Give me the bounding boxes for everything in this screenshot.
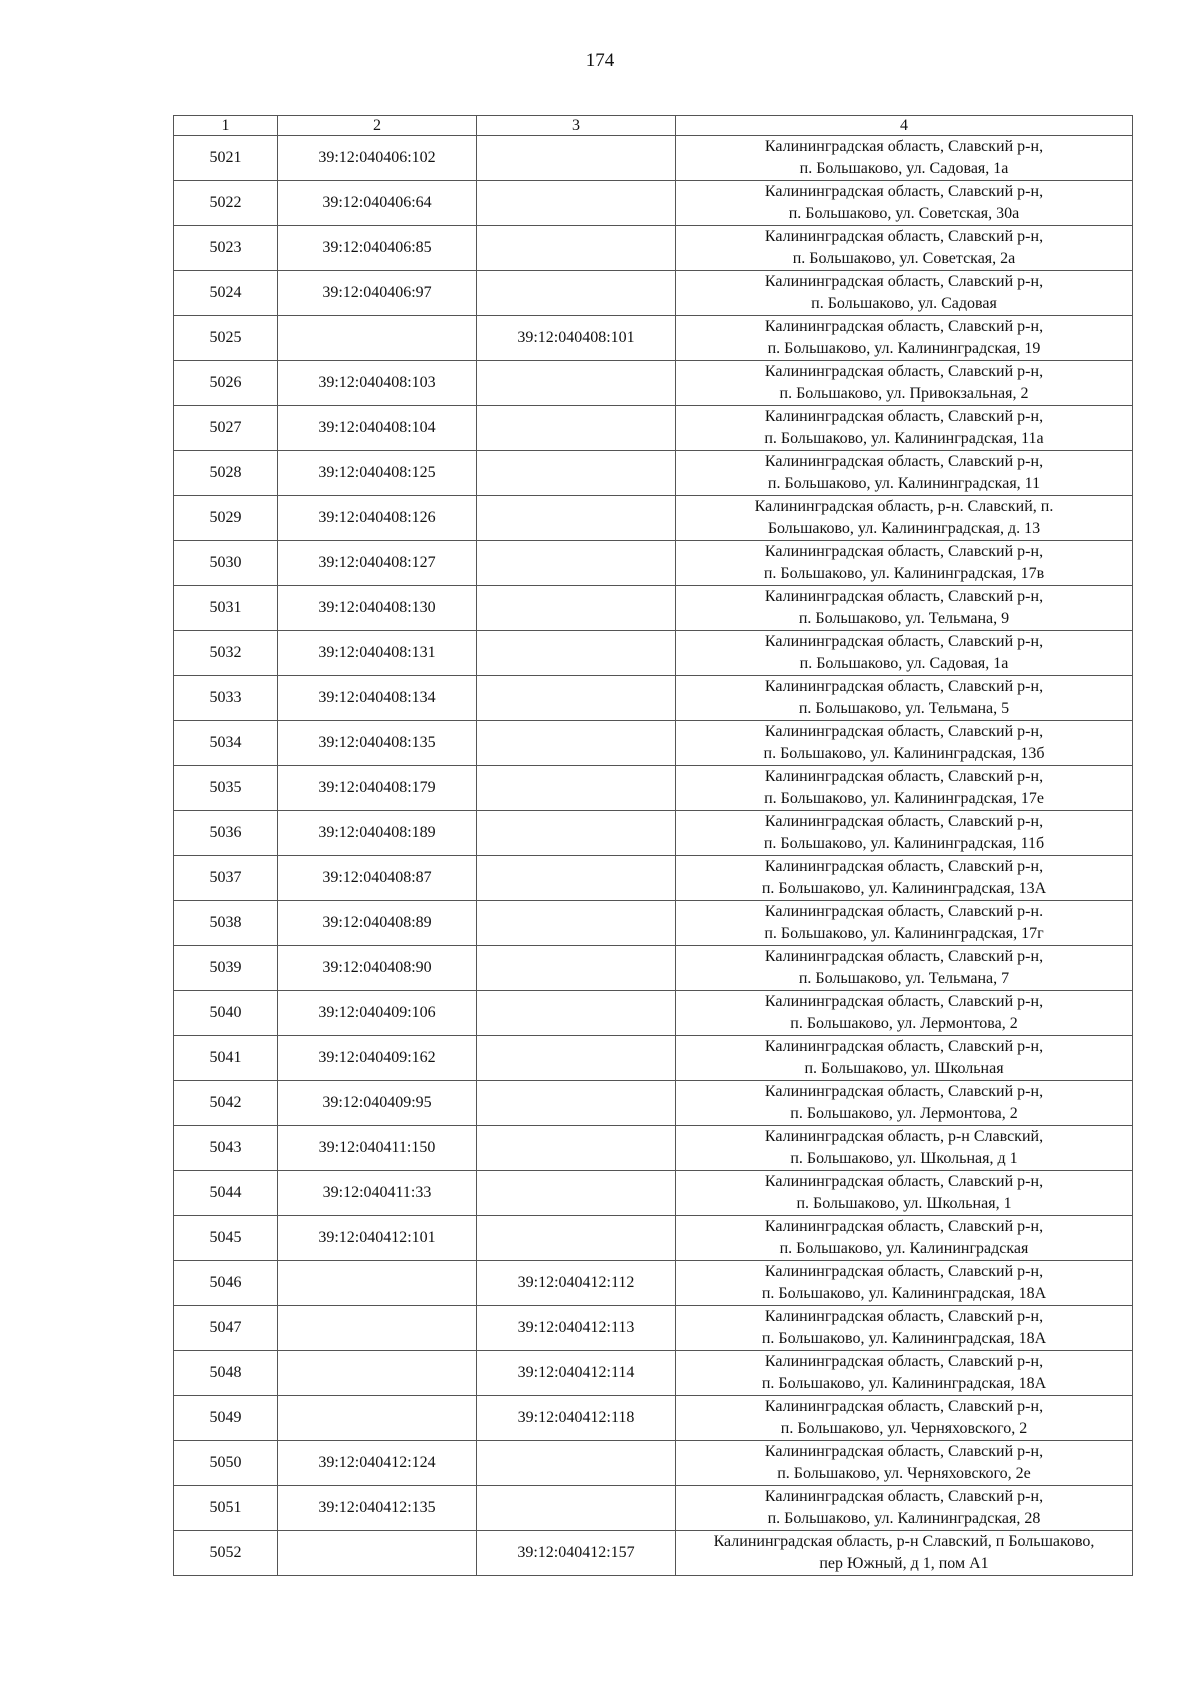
address-line: Калининградская область, Славский р-н,	[764, 183, 1044, 200]
address-line: п. Большаково, ул. Советская, 30а	[788, 205, 1020, 222]
cadastral-number-alt-cell	[477, 946, 676, 991]
cadastral-number-alt-cell	[477, 586, 676, 631]
address-line: п. Большаково, ул. Садовая, 1а	[799, 655, 1009, 672]
cadastral-number-alt-cell	[477, 676, 676, 721]
address-cell	[676, 406, 1133, 451]
cadastral-number-alt-cell	[477, 856, 676, 901]
cadastral-number-alt-cell	[477, 271, 676, 316]
table-row	[174, 1531, 1133, 1576]
address-line: Калининградская область, Славский р-н,	[764, 1218, 1044, 1235]
address-line: Калининградская область, Славский р-н,	[764, 678, 1044, 695]
cadastral-number-alt-cell	[477, 181, 676, 226]
table-row	[174, 856, 1133, 901]
address-line: п. Большаково, ул. Тельмана, 9	[798, 610, 1010, 627]
cadastral-number-cell: 39:12:040408:189	[278, 811, 477, 856]
address-cell	[676, 226, 1133, 271]
address-cell	[676, 946, 1133, 991]
address-line: Калининградская область, Славский р-н,	[764, 588, 1044, 605]
table-row	[174, 1081, 1133, 1126]
address-line: п. Большаково, ул. Калининградская, 18А	[761, 1375, 1047, 1392]
table-row	[174, 1171, 1133, 1216]
address-line: Калининградская область, Славский р-н,	[764, 1083, 1044, 1100]
cadastral-number-alt-cell	[477, 1486, 676, 1531]
address-line: Калининградская область, Славский р-н,	[764, 1353, 1044, 1370]
address-line: п. Большаково, ул. Школьная, 1	[796, 1195, 1012, 1212]
row-number-cell: 5047	[174, 1306, 278, 1351]
address-cell	[676, 1486, 1133, 1531]
address-line: п. Большаково, ул. Черняховского, 2е	[777, 1465, 1031, 1482]
cadastral-number-cell: 39:12:040408:130	[278, 586, 477, 631]
cadastral-number-alt-cell	[477, 1216, 676, 1261]
cadastral-number-alt-cell	[477, 226, 676, 271]
address-line: Калининградская область, Славский р-н,	[764, 1038, 1044, 1055]
address-cell	[676, 811, 1133, 856]
address-line: Калининградская область, Славский р-н,	[764, 273, 1044, 290]
table-row	[174, 631, 1133, 676]
address-cell	[676, 766, 1133, 811]
address-line: Калининградская область, Славский р-н,	[764, 543, 1044, 560]
row-number-cell: 5029	[174, 496, 278, 541]
row-number-cell: 5033	[174, 676, 278, 721]
address-line: Калининградская область, Славский р-н.	[764, 903, 1044, 920]
row-number-cell: 5045	[174, 1216, 278, 1261]
cadastral-number-cell	[278, 1396, 477, 1441]
address-line: Калининградская область, Славский р-н,	[764, 138, 1044, 155]
row-number-cell: 5036	[174, 811, 278, 856]
cadastral-number-alt-cell: 39:12:040412:118	[477, 1396, 676, 1441]
row-number-cell: 5026	[174, 361, 278, 406]
column-header-2: 2	[278, 116, 477, 136]
cadastral-number-alt-cell	[477, 1171, 676, 1216]
address-line: п. Большаково, ул. Черняховского, 2	[780, 1420, 1028, 1437]
cadastral-number-cell: 39:12:040408:90	[278, 946, 477, 991]
cadastral-number-alt-cell	[477, 631, 676, 676]
address-line: Большаково, ул. Калининградская, д. 13	[767, 520, 1041, 537]
address-cell	[676, 496, 1133, 541]
cadastral-number-cell: 39:12:040408:134	[278, 676, 477, 721]
row-number-cell: 5021	[174, 136, 278, 181]
address-line: п. Большаково, ул. Калининградская, 13б	[763, 745, 1045, 762]
column-header-3: 3	[477, 116, 676, 136]
cadastral-number-alt-cell	[477, 1036, 676, 1081]
address-line: Калининградская область, Славский р-н,	[764, 633, 1044, 650]
address-cell	[676, 1306, 1133, 1351]
address-line: пер Южный, д 1, пом А1	[819, 1555, 989, 1572]
address-line: Калининградская область, Славский р-н,	[764, 408, 1044, 425]
column-header-1: 1	[174, 116, 278, 136]
address-line: Калининградская область, Славский р-н,	[764, 723, 1044, 740]
address-line: Калининградская область, Славский р-н,	[764, 1308, 1044, 1325]
table-row	[174, 1396, 1133, 1441]
address-line: п. Большаково, ул. Калининградская, 11а	[764, 430, 1044, 447]
table-row	[174, 181, 1133, 226]
address-cell	[676, 676, 1133, 721]
cadastral-number-alt-cell	[477, 1441, 676, 1486]
table-row	[174, 451, 1133, 496]
table-row	[174, 496, 1133, 541]
table-row	[174, 406, 1133, 451]
cadastral-number-cell: 39:12:040408:87	[278, 856, 477, 901]
cadastral-number-cell: 39:12:040408:126	[278, 496, 477, 541]
address-line: п. Большаково, ул. Калининградская, 11б	[763, 835, 1045, 852]
cadastral-number-alt-cell	[477, 496, 676, 541]
address-line: п. Большаково, ул. Тельмана, 7	[798, 970, 1010, 987]
address-cell	[676, 361, 1133, 406]
row-number-cell: 5052	[174, 1531, 278, 1576]
cadastral-number-cell: 39:12:040408:135	[278, 721, 477, 766]
row-number-cell: 5050	[174, 1441, 278, 1486]
cadastral-table	[173, 115, 1133, 1576]
address-line: п. Большаково, ул. Калининградская, 19	[767, 340, 1041, 357]
cadastral-number-alt-cell: 39:12:040412:114	[477, 1351, 676, 1396]
address-line: Калининградская область, р-н Славский, п Большаково,	[713, 1533, 1095, 1550]
address-line: п. Большаково, ул. Калининградская, 17в	[763, 565, 1045, 582]
cadastral-number-cell: 39:12:040408:103	[278, 361, 477, 406]
cadastral-number-alt-cell	[477, 811, 676, 856]
address-line: Калининградская область, р-н Славский,	[764, 1128, 1044, 1145]
table-row	[174, 1306, 1133, 1351]
row-number-cell: 5038	[174, 901, 278, 946]
cadastral-number-cell: 39:12:040406:102	[278, 136, 477, 181]
column-header-4: 4	[676, 116, 1133, 136]
row-number-cell: 5028	[174, 451, 278, 496]
address-cell	[676, 1396, 1133, 1441]
address-cell	[676, 1351, 1133, 1396]
row-number-cell: 5035	[174, 766, 278, 811]
address-line: п. Большаково, ул. Советская, 2а	[792, 250, 1016, 267]
table-row	[174, 1351, 1133, 1396]
table-row	[174, 586, 1133, 631]
address-line: п. Большаково, ул. Калининградская, 17г	[764, 925, 1044, 942]
row-number-cell: 5041	[174, 1036, 278, 1081]
table-row	[174, 1126, 1133, 1171]
address-cell	[676, 1261, 1133, 1306]
address-cell	[676, 1081, 1133, 1126]
cadastral-number-cell: 39:12:040409:106	[278, 991, 477, 1036]
address-cell	[676, 541, 1133, 586]
address-line: п. Большаково, ул. Тельмана, 5	[798, 700, 1010, 717]
cadastral-number-alt-cell: 39:12:040408:101	[477, 316, 676, 361]
table-row	[174, 946, 1133, 991]
table-row	[174, 766, 1133, 811]
cadastral-number-cell: 39:12:040412:101	[278, 1216, 477, 1261]
address-line: п. Большаково, ул. Лермонтова, 2	[790, 1105, 1018, 1122]
address-line: Калининградская область, Славский р-н,	[764, 948, 1044, 965]
address-line: п. Большаково, ул. Лермонтова, 2	[790, 1015, 1018, 1032]
table-row	[174, 226, 1133, 271]
table-row	[174, 1261, 1133, 1306]
cadastral-number-cell: 39:12:040411:150	[278, 1126, 477, 1171]
address-cell	[676, 271, 1133, 316]
address-cell	[676, 1126, 1133, 1171]
row-number-cell: 5034	[174, 721, 278, 766]
cadastral-number-alt-cell	[477, 451, 676, 496]
table-row	[174, 361, 1133, 406]
row-number-cell: 5039	[174, 946, 278, 991]
cadastral-number-alt-cell	[477, 136, 676, 181]
cadastral-number-cell	[278, 1306, 477, 1351]
table-row	[174, 1441, 1133, 1486]
address-line: п. Большаково, ул. Школьная, д 1	[790, 1150, 1018, 1167]
row-number-cell: 5051	[174, 1486, 278, 1531]
cadastral-number-cell: 39:12:040406:97	[278, 271, 477, 316]
cadastral-number-cell	[278, 1531, 477, 1576]
address-line: Калининградская область, Славский р-н,	[764, 768, 1044, 785]
address-line: Калининградская область, Славский р-н,	[764, 318, 1044, 335]
cadastral-number-cell: 39:12:040411:33	[278, 1171, 477, 1216]
cadastral-number-cell: 39:12:040406:64	[278, 181, 477, 226]
cadastral-number-cell: 39:12:040409:95	[278, 1081, 477, 1126]
row-number-cell: 5044	[174, 1171, 278, 1216]
address-line: Калининградская область, Славский р-н,	[764, 813, 1044, 830]
address-line: п. Большаково, ул. Привокзальная, 2	[779, 385, 1029, 402]
address-cell	[676, 856, 1133, 901]
row-number-cell: 5046	[174, 1261, 278, 1306]
row-number-cell: 5040	[174, 991, 278, 1036]
row-number-cell: 5022	[174, 181, 278, 226]
table-row	[174, 1036, 1133, 1081]
address-line: п. Большаково, ул. Садовая	[811, 295, 997, 312]
cadastral-number-cell	[278, 1261, 477, 1306]
address-cell	[676, 1441, 1133, 1486]
address-cell	[676, 721, 1133, 766]
address-line: п. Большаково, ул. Калининградская, 18А	[761, 1285, 1047, 1302]
cadastral-number-cell	[278, 316, 477, 361]
address-cell	[676, 181, 1133, 226]
table-row	[174, 316, 1133, 361]
cadastral-number-alt-cell	[477, 541, 676, 586]
row-number-cell: 5024	[174, 271, 278, 316]
cadastral-number-alt-cell	[477, 721, 676, 766]
address-line: Калининградская область, Славский р-н,	[764, 453, 1044, 470]
cadastral-number-alt-cell	[477, 406, 676, 451]
address-line: п. Большаково, ул. Калининградская, 28	[767, 1510, 1041, 1527]
cadastral-number-cell: 39:12:040408:125	[278, 451, 477, 496]
cadastral-number-alt-cell	[477, 766, 676, 811]
row-number-cell: 5049	[174, 1396, 278, 1441]
cadastral-number-alt-cell: 39:12:040412:157	[477, 1531, 676, 1576]
cadastral-number-cell: 39:12:040408:179	[278, 766, 477, 811]
address-line: Калининградская область, Славский р-н,	[764, 993, 1044, 1010]
address-line: Калининградская область, Славский р-н,	[764, 1443, 1044, 1460]
address-line: Калининградская область, Славский р-н,	[764, 858, 1044, 875]
table-row	[174, 1216, 1133, 1261]
cadastral-number-cell: 39:12:040408:131	[278, 631, 477, 676]
cadastral-number-cell: 39:12:040406:85	[278, 226, 477, 271]
row-number-cell: 5048	[174, 1351, 278, 1396]
table-row	[174, 1486, 1133, 1531]
address-line: Калининградская область, Славский р-н,	[764, 1173, 1044, 1190]
row-number-cell: 5037	[174, 856, 278, 901]
address-cell	[676, 631, 1133, 676]
cadastral-number-cell: 39:12:040408:89	[278, 901, 477, 946]
cadastral-number-alt-cell: 39:12:040412:112	[477, 1261, 676, 1306]
row-number-cell: 5042	[174, 1081, 278, 1126]
address-cell	[676, 316, 1133, 361]
cadastral-number-cell: 39:12:040408:104	[278, 406, 477, 451]
cadastral-number-cell: 39:12:040409:162	[278, 1036, 477, 1081]
address-line: Калининградская область, Славский р-н,	[764, 1488, 1044, 1505]
address-line: Калининградская область, Славский р-н,	[764, 363, 1044, 380]
row-number-cell: 5023	[174, 226, 278, 271]
address-line: Калининградская область, Славский р-н,	[764, 1263, 1044, 1280]
cadastral-number-alt-cell	[477, 361, 676, 406]
address-line: п. Большаково, ул. Школьная	[804, 1060, 1004, 1077]
address-cell	[676, 451, 1133, 496]
table-row	[174, 676, 1133, 721]
table-body	[174, 136, 1133, 1576]
cadastral-number-alt-cell: 39:12:040412:113	[477, 1306, 676, 1351]
table-row	[174, 811, 1133, 856]
address-line: п. Большаково, ул. Калининградская, 13А	[761, 880, 1047, 897]
address-line: п. Большаково, ул. Калининградская	[779, 1240, 1029, 1257]
table-row	[174, 541, 1133, 586]
table-row	[174, 271, 1133, 316]
table-row	[174, 991, 1133, 1036]
table-row	[174, 901, 1133, 946]
cadastral-number-cell: 39:12:040408:127	[278, 541, 477, 586]
cadastral-number-cell: 39:12:040412:124	[278, 1441, 477, 1486]
address-cell	[676, 901, 1133, 946]
address-cell	[676, 136, 1133, 181]
row-number-cell: 5025	[174, 316, 278, 361]
address-line: Калининградская область, р-н. Славский, п.	[754, 498, 1054, 515]
cadastral-number-cell: 39:12:040412:135	[278, 1486, 477, 1531]
address-line: Калининградская область, Славский р-н,	[764, 1398, 1044, 1415]
row-number-cell: 5030	[174, 541, 278, 586]
address-line: п. Большаково, ул. Калининградская, 18А	[761, 1330, 1047, 1347]
row-number-cell: 5031	[174, 586, 278, 631]
row-number-cell: 5032	[174, 631, 278, 676]
address-cell	[676, 586, 1133, 631]
address-line: п. Большаково, ул. Садовая, 1а	[799, 160, 1009, 177]
address-line: Калининградская область, Славский р-н,	[764, 228, 1044, 245]
address-cell	[676, 1531, 1133, 1576]
cadastral-number-alt-cell	[477, 901, 676, 946]
table-header-row	[174, 116, 1133, 136]
cadastral-number-cell	[278, 1351, 477, 1396]
address-cell	[676, 1171, 1133, 1216]
row-number-cell: 5043	[174, 1126, 278, 1171]
address-cell	[676, 1036, 1133, 1081]
address-cell	[676, 991, 1133, 1036]
cadastral-number-alt-cell	[477, 1126, 676, 1171]
cadastral-number-alt-cell	[477, 1081, 676, 1126]
row-number-cell: 5027	[174, 406, 278, 451]
table-row	[174, 136, 1133, 181]
address-line: п. Большаково, ул. Калининградская, 11	[767, 475, 1041, 492]
cadastral-number-alt-cell	[477, 991, 676, 1036]
address-line: п. Большаково, ул. Калининградская, 17е	[764, 790, 1044, 807]
table-row	[174, 721, 1133, 766]
page-number: 174	[585, 50, 615, 71]
address-cell	[676, 1216, 1133, 1261]
